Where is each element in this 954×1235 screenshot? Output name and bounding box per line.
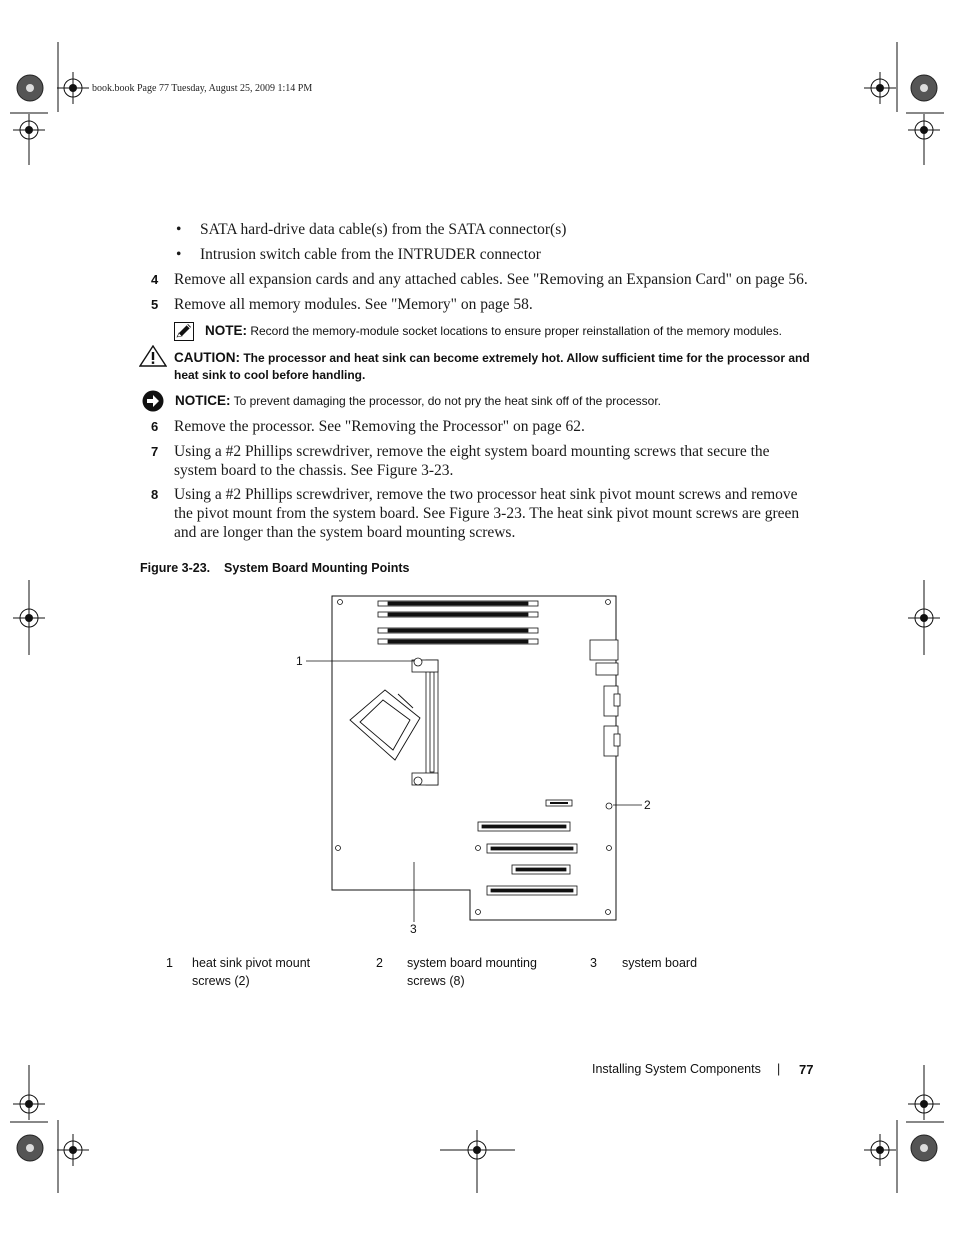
bullet-text: Intrusion switch cable from the INTRUDER connector [200,246,541,263]
legend-number: 2 [376,956,383,970]
notice-label: NOTICE: [175,393,231,408]
step-number: 7 [151,444,159,459]
note-pencil-icon [174,322,194,341]
legend-text: heat sink pivot mount screws (2) [192,956,311,988]
step-6 [0,417,954,437]
callout-2: 2 [644,798,651,812]
step-number: 5 [151,297,159,312]
footer-separator: | [777,1062,781,1076]
caution-text: The processor and heat sink can become extremely hot. Allow sufficient time for the processor and heat sink to cool before handling. [174,351,810,382]
step-8 [0,485,954,545]
caution-label: CAUTION: [174,350,240,365]
board-outline [332,596,616,920]
notice-text: To prevent damaging the processor, do not pry the heat sink off of the processor. [233,394,661,408]
notice-arrow-icon [142,390,164,412]
note-callout [205,322,825,340]
step-number: 8 [151,487,159,502]
bullet-text: SATA hard-drive data cable(s) from the SATA connector(s) [200,221,567,238]
step-7 [0,442,954,482]
notice-callout [175,392,815,410]
callout-3: 3 [410,922,417,936]
bullet-glyph: • [176,246,182,263]
step-text: Remove all memory modules. See "Memory" on page 58. [174,296,533,313]
system-board-diagram [290,590,660,940]
callout-1: 1 [296,654,303,668]
bullet-glyph: • [176,221,182,238]
step-text: Using a #2 Phillips screwdriver, remove the two processor heat sink pivot mount screws and remove the pivot mount from the system board. See Figure 3-23. The heat sink pivot mount screws are green and are longer than the system board mounting screws. [174,486,800,541]
step-number: 6 [151,419,159,434]
step-text: Remove all expansion cards and any attached cables. See "Removing an Expansion Card" on page 56. [174,271,808,288]
note-text: Record the memory-module socket locations to ensure proper reinstallation of the memory modules. [250,324,782,338]
figure-caption: Figure 3-23. System Board Mounting Points [140,561,410,575]
page-number: 77 [799,1062,814,1077]
step-number: 4 [151,272,159,287]
step-text: Using a #2 Phillips screwdriver, remove the eight system board mounting screws that secure the system board to the chassis. See Figure 3-23. [174,443,770,479]
step-4 [0,270,954,290]
print-stamp: book.book Page 77 Tuesday, August 25, 2009 1:14 PM [92,83,313,94]
step-5 [0,295,954,315]
legend-number: 1 [166,956,173,970]
legend-text: system board mounting screws (8) [407,956,537,988]
footer-section-title: Installing System Components [592,1062,761,1076]
caution-triangle-icon [139,345,167,367]
step-text: Remove the processor. See "Removing the Processor" on page 62. [174,418,585,435]
legend-text: system board [622,956,698,970]
legend-number: 3 [590,956,597,970]
note-label: NOTE: [205,323,247,338]
caution-callout [174,349,814,384]
